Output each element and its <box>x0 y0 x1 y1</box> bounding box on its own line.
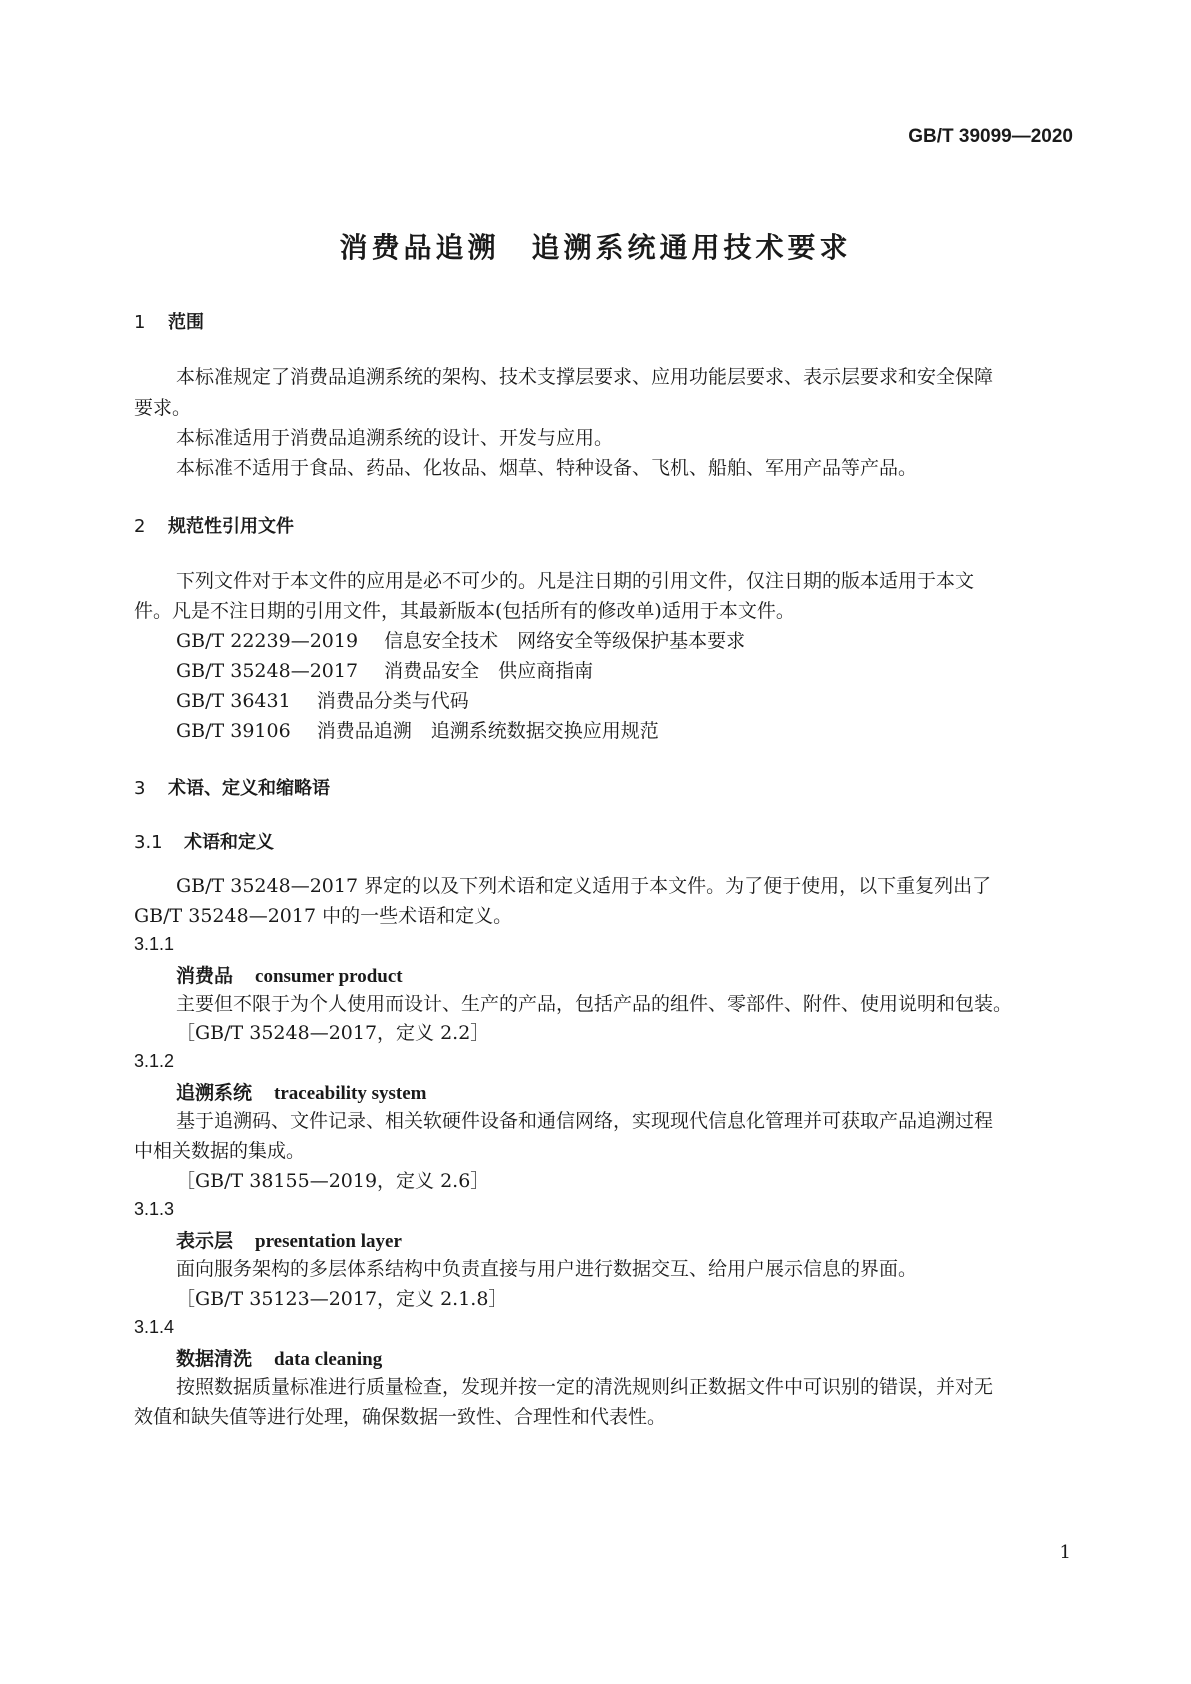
section-title: 术语、定义和缩略语 <box>168 778 330 799</box>
paragraph-continued: 要求。 <box>134 397 192 419</box>
section-1-heading <box>134 308 204 334</box>
section-2-heading <box>134 512 294 538</box>
term-source: ［GB/T 35123—2017，定义 2.1.8］ <box>176 1288 508 1310</box>
paragraph-continued: GB/T 35248—2017 中的一些术语和定义。 <box>134 905 513 927</box>
paragraph: 本标准不适用于食品、药品、化妆品、烟草、特种设备、飞机、船舶、军用产品等产品。 <box>176 457 918 479</box>
section-title: 规范性引用文件 <box>168 516 294 537</box>
section-number: 1 <box>134 312 146 333</box>
term-zh: 消费品 <box>176 965 234 987</box>
reference-code: GB/T 35248—2017 <box>176 660 359 682</box>
term-definition: 按照数据质量标准进行质量检查，发现并按一定的清洗规则纠正数据文件中可识别的错误，并对无 <box>176 1376 994 1398</box>
section-number: 2 <box>134 516 146 537</box>
term-en: traceability system <box>274 1083 427 1104</box>
section-3-heading <box>134 774 330 800</box>
term-definition-continued: 中相关数据的集成。 <box>134 1140 306 1162</box>
subsection-number: 3.1 <box>134 832 163 853</box>
term-definition: 面向服务架构的多层体系结构中负责直接与用户进行数据交互、给用户展示信息的界面。 <box>176 1258 918 1280</box>
standard-code: GB/T 39099—2020 <box>908 126 1073 147</box>
term-heading <box>176 961 403 988</box>
term-definition: 基于追溯码、文件记录、相关软硬件设备和通信网络，实现现代信息化管理并可获取产品追溯过程 <box>176 1110 994 1132</box>
term-definition-continued: 效值和缺失值等进行处理，确保数据一致性、合理性和代表性。 <box>134 1406 667 1428</box>
term-heading <box>176 1078 427 1105</box>
term-number: 3.1.3 <box>134 1199 175 1219</box>
term-en: presentation layer <box>255 1231 402 1252</box>
term-source: ［GB/T 35248—2017，定义 2.2］ <box>176 1022 490 1044</box>
term-en: data cleaning <box>274 1349 383 1370</box>
reference-name: 消费品安全 供应商指南 <box>384 660 594 682</box>
paragraph: 下列文件对于本文件的应用是必不可少的。凡是注日期的引用文件，仅注日期的版本适用于本文 <box>176 570 975 592</box>
paragraph: GB/T 35248—2017 界定的以及下列术语和定义适用于本文件。为了便于使用，以下重复列出了 <box>176 875 992 897</box>
paragraph: 本标准规定了消费品追溯系统的架构、技术支撑层要求、应用功能层要求、表示层要求和安全保障 <box>176 366 994 388</box>
page-number: 1 <box>1059 1542 1071 1563</box>
section-title: 范围 <box>168 312 204 333</box>
term-number: 3.1.2 <box>134 1051 175 1071</box>
reference-item <box>176 656 593 686</box>
reference-item <box>176 626 745 656</box>
term-zh: 追溯系统 <box>176 1082 253 1104</box>
reference-code: GB/T 39106 <box>176 720 291 742</box>
reference-code: GB/T 22239—2019 <box>176 630 359 652</box>
term-number: 3.1.1 <box>134 934 175 954</box>
subsection-title: 术语和定义 <box>184 832 274 853</box>
term-definition: 主要但不限于为个人使用而设计、生产的产品，包括产品的组件、零部件、附件、使用说明和包装。 <box>176 993 1013 1015</box>
subsection-3-1-heading <box>134 828 274 854</box>
reference-name: 消费品追溯 追溯系统数据交换应用规范 <box>316 720 659 742</box>
section-number: 3 <box>134 778 146 799</box>
reference-item <box>176 716 659 746</box>
paragraph-continued: 件。凡是不注日期的引用文件，其最新版本(包括所有的修改单)适用于本文件。 <box>134 600 795 622</box>
reference-name: 消费品分类与代码 <box>316 690 469 712</box>
term-zh: 表示层 <box>176 1230 234 1252</box>
document-title: 消费品追溯 追溯系统通用技术要求 <box>339 231 852 264</box>
term-heading <box>176 1344 382 1371</box>
paragraph: 本标准适用于消费品追溯系统的设计、开发与应用。 <box>176 427 614 449</box>
reference-name: 信息安全技术 网络安全等级保护基本要求 <box>384 630 746 652</box>
term-heading <box>176 1226 402 1253</box>
term-source: ［GB/T 38155—2019，定义 2.6］ <box>176 1170 490 1192</box>
term-en: consumer product <box>255 966 403 987</box>
term-number: 3.1.4 <box>134 1317 175 1337</box>
reference-code: GB/T 36431 <box>176 690 291 712</box>
reference-item <box>176 686 469 716</box>
term-zh: 数据清洗 <box>176 1348 253 1370</box>
